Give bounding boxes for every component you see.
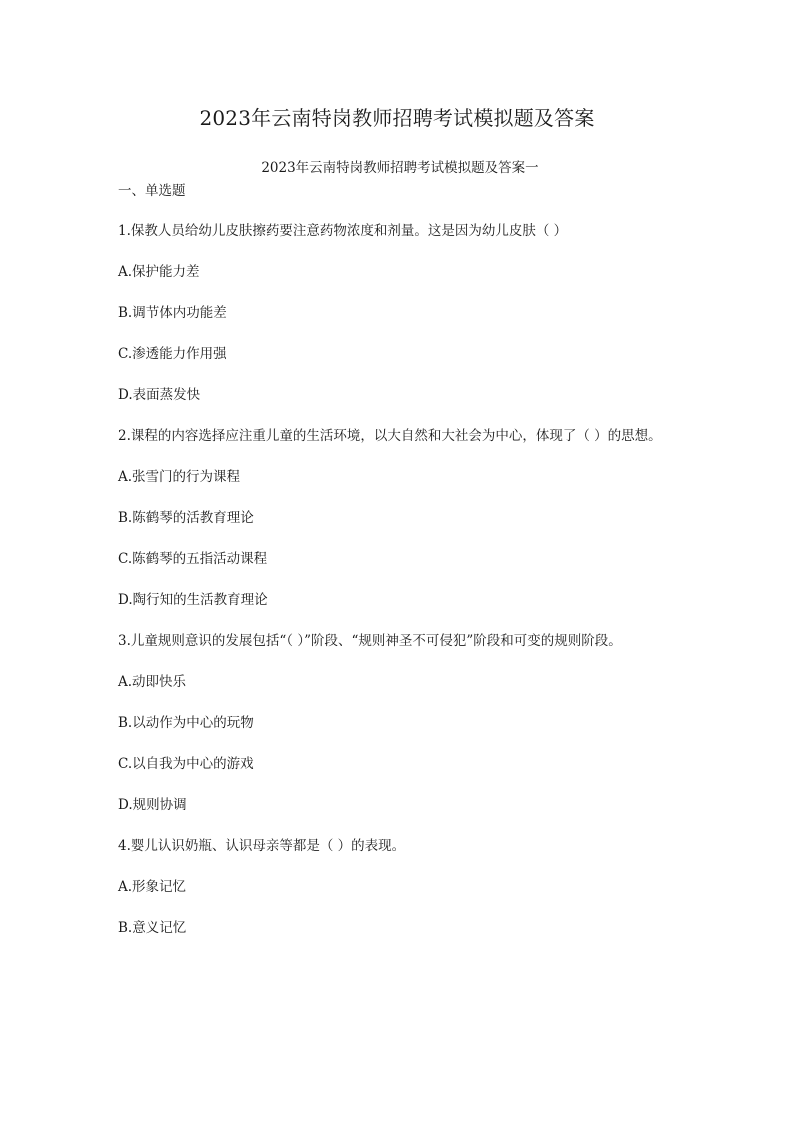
question-list bbox=[118, 221, 678, 959]
option-b: B.陈鹤琴的活教育理论 bbox=[118, 510, 254, 526]
document-title: 2023年云南特岗教师招聘考试模拟题及答案 bbox=[199, 106, 595, 130]
option-b: B.意义记忆 bbox=[118, 920, 187, 936]
question-4 bbox=[118, 836, 678, 938]
option-d: D.表面蒸发快 bbox=[118, 387, 201, 403]
question-stem: 3.儿童规则意识的发展包括“（ ）”阶段、“规则神圣不可侵犯”阶段和可变的规则阶段。 bbox=[118, 633, 622, 649]
option-b: B.调节体内功能差 bbox=[118, 305, 227, 321]
option-d: D.陶行知的生活教育理论 bbox=[118, 592, 268, 608]
question-stem: 2.课程的内容选择应注重儿童的生活环境，以大自然和大社会为中心，体现了（ ）的思想。 bbox=[118, 428, 662, 444]
option-c: C.陈鹤琴的五指活动课程 bbox=[118, 551, 268, 567]
document-subtitle: 2023年云南特岗教师招聘考试模拟题及答案一 bbox=[261, 160, 539, 176]
option-c: C.以自我为中心的游戏 bbox=[118, 756, 254, 772]
option-a: A.形象记忆 bbox=[118, 879, 187, 895]
option-a: A.保护能力差 bbox=[118, 264, 200, 280]
question-stem: 1.保教人员给幼儿皮肤擦药要注意药物浓度和剂量。这是因为幼儿皮肤（ ） bbox=[118, 223, 568, 239]
option-c: C.渗透能力作用强 bbox=[118, 346, 227, 362]
option-a: A.动即快乐 bbox=[118, 674, 187, 690]
question-2 bbox=[118, 426, 678, 610]
question-stem: 4.婴儿认识奶瓶、认识母亲等都是（ ）的表现。 bbox=[118, 838, 406, 854]
option-a: A.张雪门的行为课程 bbox=[118, 469, 241, 485]
question-3 bbox=[118, 631, 678, 815]
option-d: D.规则协调 bbox=[118, 797, 187, 813]
option-b: B.以动作为中心的玩物 bbox=[118, 715, 254, 731]
section-heading: 一、单选题 bbox=[118, 183, 186, 199]
question-1 bbox=[118, 221, 678, 405]
